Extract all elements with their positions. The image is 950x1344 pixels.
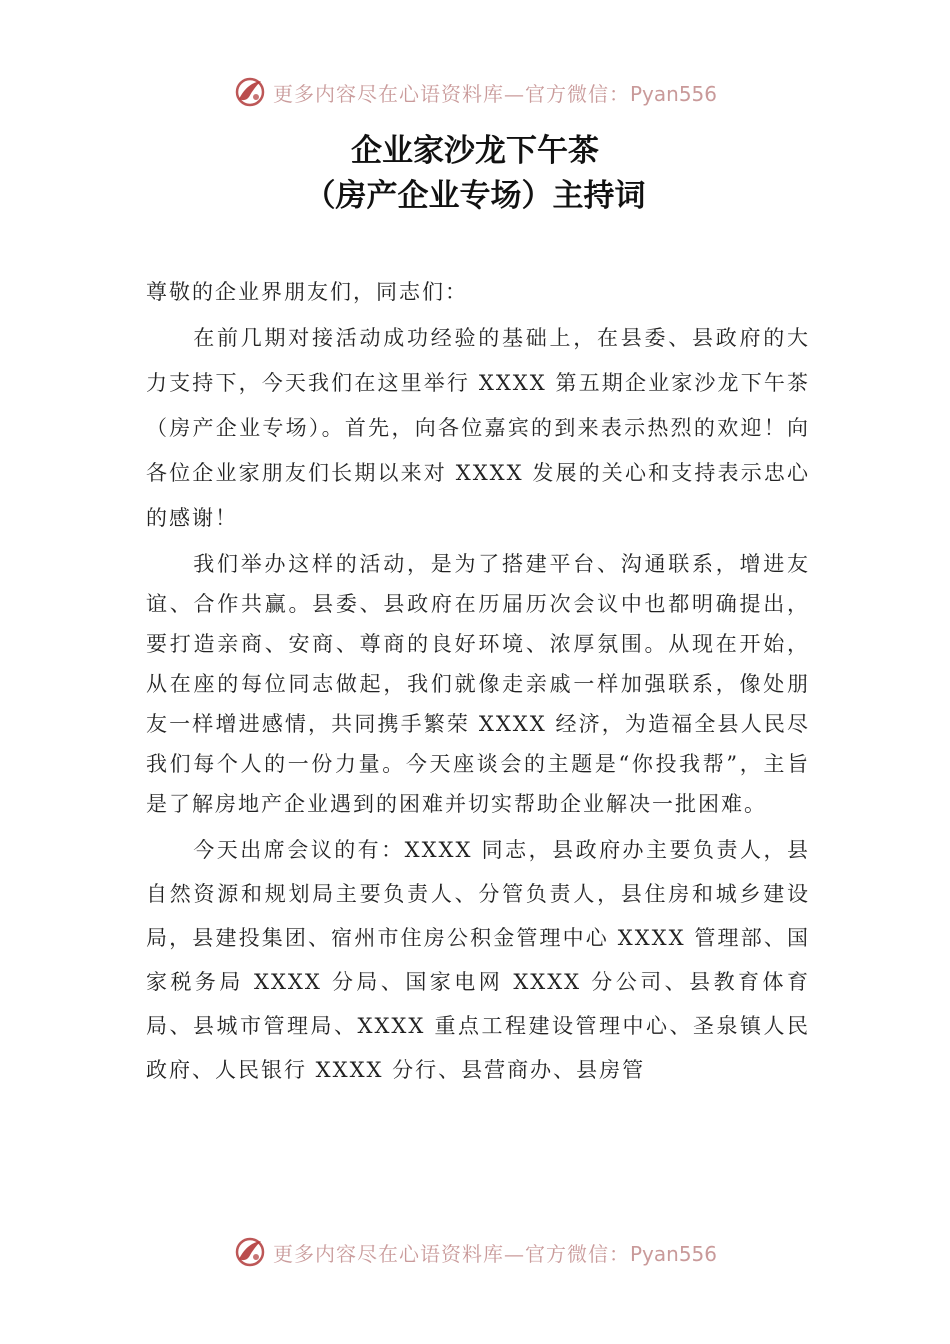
watermark-text-cn: 更多内容尽在心语资料库—官方微信： (272, 81, 630, 106)
brush-logo-icon (233, 1235, 267, 1269)
document-title-line1: 企业家沙龙下午茶 (351, 133, 599, 169)
brush-logo-icon (233, 75, 267, 109)
watermark-wechat-id: Pyan556 (629, 1241, 717, 1266)
salutation: 尊敬的企业界朋友们，同志们： (146, 280, 468, 304)
watermark-text (273, 1238, 717, 1267)
watermark-text (273, 78, 717, 107)
watermark-text-cn: 更多内容尽在心语资料库—官方微信： (272, 1241, 630, 1266)
watermark-wechat-id: Pyan556 (629, 81, 717, 106)
paragraph-3: 今天出席会议的有：XXXX 同志，县政府办主要负责人，县自然资源和规划局主要负责人、分管负责人，县住房和城乡建设局，县建投集团、宿州市住房公积金管理中心 XXXX 管理部、国家税务局 XXXX 分局、国家电网 XXXX 分公司、县教育体育局、县城市管理局、XXXX 重点工程建设管理中心、圣泉镇人民政府、人民银行 XXXX 分行、县营商办、县房管 (146, 838, 810, 1082)
document-title-line2: （房产企业专场）主持词 (304, 178, 646, 214)
watermark-footer (0, 1232, 950, 1272)
paragraph-2: 我们举办这样的活动，是为了搭建平台、沟通联系，增进友谊、合作共赢。县委、县政府在历届历次会议中也都明确提出，要打造亲商、安商、尊商的良好环境、浓厚氛围。从现在开始，从在座的每位同志做起，我们就像走亲戚一样加强联系，像处朋友一样增进感情，共同携手繁荣 XXXX 经济，为造福全县人民尽我们每个人的一份力量。今天座谈会的主题是“你投我帮”，主旨是了解房地产企业遇到的困难并切实帮助企业解决一批困难。 (146, 552, 810, 816)
watermark-header (0, 72, 950, 112)
document-body (146, 270, 810, 1092)
paragraph-1: 在前几期对接活动成功经验的基础上，在县委、县政府的大力支持下，今天我们在这里举行 XXXX 第五期企业家沙龙下午茶（房产企业专场）。首先，向各位嘉宾的到来表示热烈的欢迎！向各位企业家朋友们长期以来对 XXXX 发展的关心和支持表示忠心的感谢！ (146, 326, 810, 530)
